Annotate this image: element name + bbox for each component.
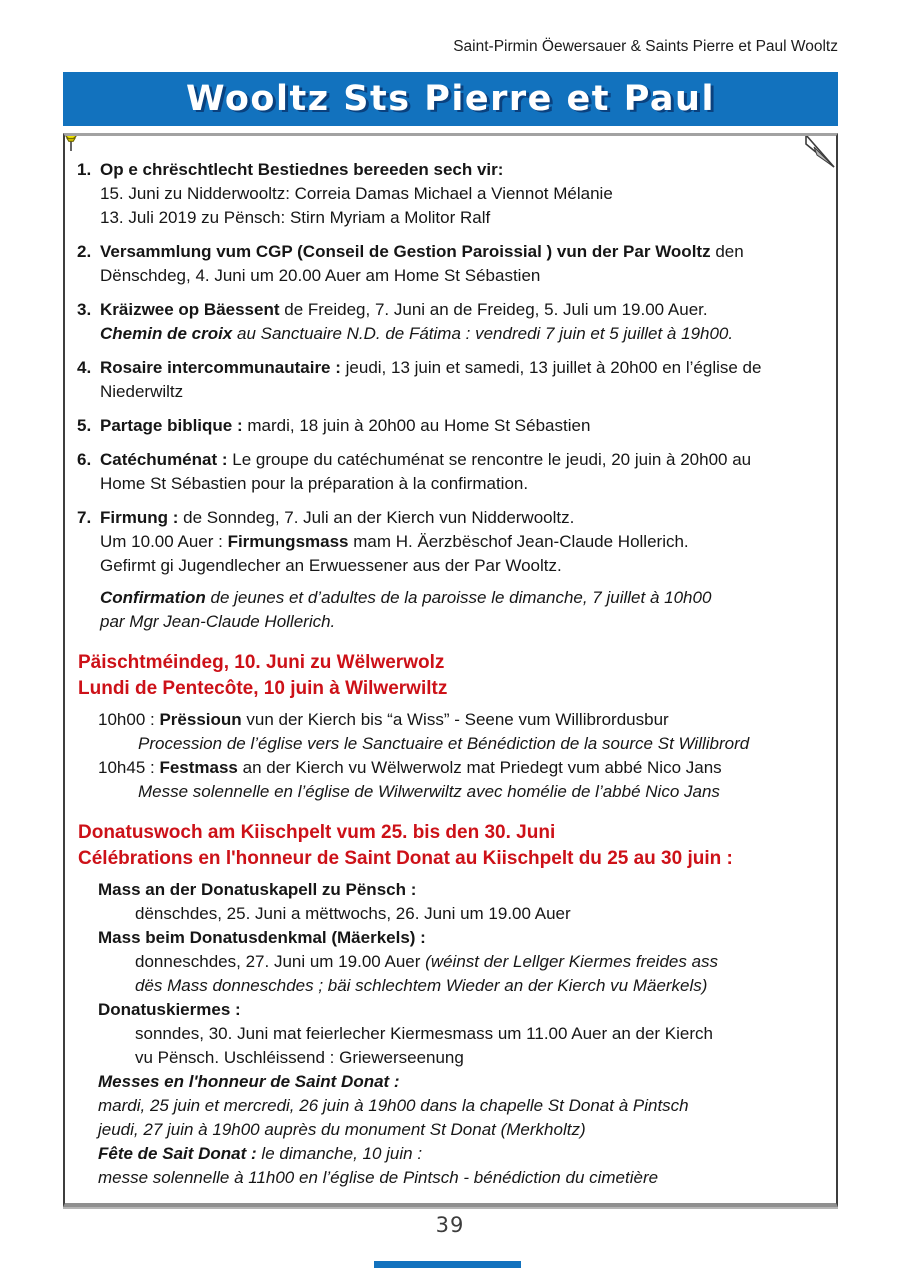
item-title: Versammlung vum CGP (Conseil de Gestion Paroissial ) vun der Par Wooltz [100, 242, 711, 261]
mass-detail: donneschdes, 27. Juni um 19.00 Auer [135, 952, 426, 971]
section-banner [63, 72, 838, 126]
mass-title: Donatuskiermes : [98, 1000, 241, 1019]
item-text: mardi, 18 juin à 20h00 au Home St Sébastien [242, 416, 591, 435]
item-number: 6. [77, 450, 92, 469]
mass-title: Mass an der Donatuskapell zu Pënsch : [98, 880, 417, 899]
item-title: Firmung : [100, 508, 179, 527]
item-text: Dënschdeg, 4. Juni um 20.00 Auer am Home St Sébastien [100, 266, 541, 285]
item-title: Catéchuménat : [100, 450, 228, 469]
event-french-text: Procession de l’église vers le Sanctuaire et Bénédiction de la source St Willibrord [138, 734, 750, 753]
content-note-box [63, 133, 838, 1207]
event-title: Prëssioun [159, 710, 242, 729]
item-number: 1. [77, 160, 92, 179]
item-text-bold: Firmungsmass [227, 532, 349, 551]
item-text: den [710, 242, 744, 261]
heading-luxembourgish: Päischtméindeg, 10. Juni zu Wëlwerwolz [78, 652, 445, 673]
page-header [0, 0, 900, 56]
item-text: 13. Juli 2019 zu Pënsch: Stirn Myriam a Molitor Ralf [100, 208, 491, 227]
header-parish-title: Saint-Pirmin Öewersauer & Saints Pierre et Paul Wooltz [453, 38, 838, 55]
item-text: jeudi, 13 juin et samedi, 13 juillet à 20h00 en l’église de [340, 358, 762, 377]
list-item-6 [77, 448, 818, 496]
event-title: Festmass [159, 758, 238, 777]
french-mass-detail: jeudi, 27 juin à 19h00 auprès du monument St Donat (Merkholtz) [98, 1120, 586, 1139]
list-item-3 [77, 298, 818, 346]
french-mass-title: Fête de Sait Donat : [98, 1144, 257, 1163]
heading-luxembourgish: Donatuswoch am Kiischpelt vum 25. bis den 30. Juni [78, 822, 556, 843]
item-text: de Sonndeg, 7. Juli an der Kierch vun Nidderwooltz. [178, 508, 575, 527]
french-mass-title: Messes en l'honneur de Saint Donat : [98, 1072, 400, 1091]
event-time: 10h00 : [98, 710, 160, 729]
item-text: Niederwiltz [100, 382, 184, 401]
item-french-title: Confirmation [100, 588, 206, 607]
event-text: vun der Kierch bis “a Wiss” - Seene vum Willibrordusbur [241, 710, 669, 729]
item-number: 5. [77, 416, 92, 435]
event-french-text: Messe solennelle en l’église de Wilwerwiltz avec homélie de l’abbé Nico Jans [138, 782, 720, 801]
mass-note: (wéinst der Lellger Kiermes freides ass [425, 952, 719, 971]
pushpin-icon [63, 133, 80, 153]
section-heading-donatus [78, 820, 818, 872]
item-title: Partage biblique : [100, 416, 243, 435]
heading-french: Célébrations en l'honneur de Saint Donat au Kiischpelt du 25 au 30 juin : [78, 848, 733, 869]
list-item-5 [77, 414, 818, 438]
item-number: 4. [77, 358, 92, 377]
heading-french: Lundi de Pentecôte, 10 juin à Wilwerwiltz [78, 678, 448, 699]
page-number: 39 [435, 1213, 465, 1237]
item-text: Um 10.00 Auer : [100, 532, 228, 551]
list-item-4 [77, 356, 818, 404]
item-number: 7. [77, 508, 92, 527]
item-french-title: Chemin de croix [100, 324, 233, 343]
item-text: Gefirmt gi Jugendlecher an Erwuessener aus der Par Wooltz. [100, 556, 562, 575]
mass-title: Mass beim Donatusdenkmal (Mäerkels) : [98, 928, 426, 947]
item-title: Rosaire intercommunautaire : [100, 358, 341, 377]
item-text: 15. Juni zu Nidderwooltz: Correia Damas Michael a Viennot Mélanie [100, 184, 613, 203]
list-item-1 [77, 158, 818, 230]
mass-detail: vu Pënsch. Uschléissend : Griewerseenung [135, 1048, 464, 1067]
banner-title: Wooltz Sts Pierre et Paul [186, 79, 715, 119]
french-mass-detail: messe solennelle à 11h00 en l’église de Pintsch - bénédiction du cimetière [98, 1168, 659, 1187]
page-fold-icon [800, 133, 838, 169]
event-time: 10h45 : [98, 758, 160, 777]
item-number: 3. [77, 300, 92, 319]
item-text: de Freideg, 7. Juni an de Freideg, 5. Juli um 19.00 Auer. [279, 300, 708, 319]
item-text: Le groupe du catéchuménat se rencontre le jeudi, 20 juin à 20h00 au [227, 450, 752, 469]
item-number: 2. [77, 242, 92, 261]
mass-note: dës Mass donneschdes ; bäi schlechtem Wieder an der Kierch vu Mäerkels) [135, 976, 708, 995]
item-french-text: par Mgr Jean-Claude Hollerich. [100, 612, 336, 631]
french-mass-detail: le dimanche, 10 juin : [256, 1144, 423, 1163]
mass-detail: sonndes, 30. Juni mat feierlecher Kiermesmass um 11.00 Auer an der Kierch [135, 1024, 713, 1043]
page-footer [0, 1213, 900, 1237]
mass-detail: dënschdes, 25. Juni a mëttwochs, 26. Juni um 19.00 Auer [135, 904, 571, 923]
list-item-7 [77, 506, 818, 634]
event-text: an der Kierch vu Wëlwerwolz mat Priedegt vum abbé Nico Jans [237, 758, 722, 777]
item-french-text: au Sanctuaire N.D. de Fátima : vendredi 7 juin et 5 juillet à 19h00. [232, 324, 734, 343]
french-mass-detail: mardi, 25 juin et mercredi, 26 juin à 19h00 dans la chapelle St Donat à Pintsch [98, 1096, 689, 1115]
section-heading-pentecost [78, 650, 818, 702]
list-item-2 [77, 240, 818, 288]
item-text: Home St Sébastien pour la préparation à la confirmation. [100, 474, 529, 493]
item-title: Kräizwee op Bäessent [100, 300, 280, 319]
next-page-banner-edge [374, 1261, 521, 1268]
item-title: Op e chrëschtlecht Bestiednes bereeden sech vir: [100, 160, 504, 179]
item-text: mam H. Äerzbëschof Jean-Claude Hollerich. [348, 532, 689, 551]
item-french-text: de jeunes et d’adultes de la paroisse le dimanche, 7 juillet à 10h00 [205, 588, 712, 607]
